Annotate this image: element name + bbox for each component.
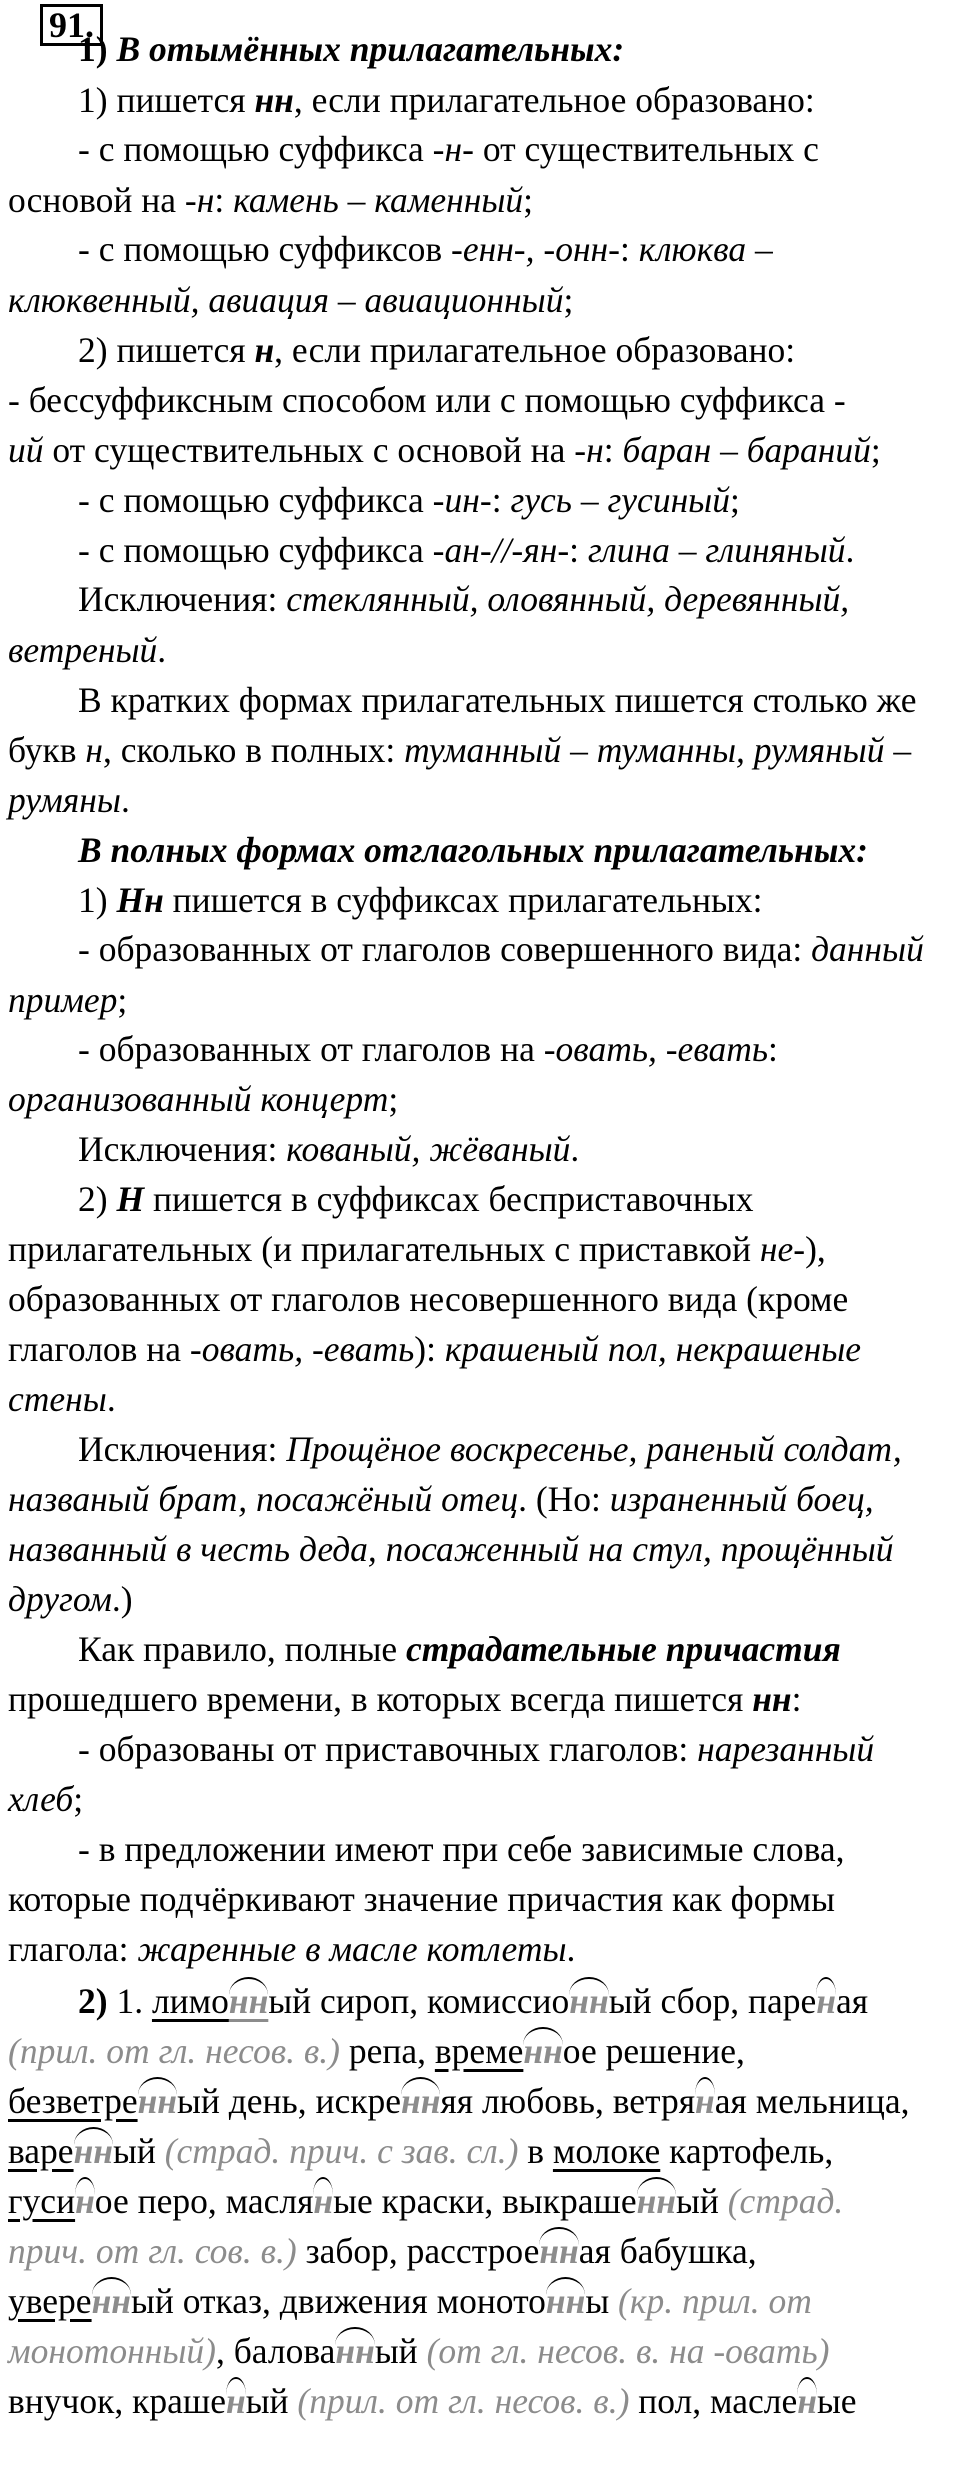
text-segment: н bbox=[816, 1976, 836, 2026]
text-segment: не- bbox=[759, 1229, 806, 1269]
text-line bbox=[8, 1324, 861, 1374]
text-segment: - образованы от приставочных глаголов: bbox=[78, 1729, 698, 1769]
text-segment: нн bbox=[546, 2276, 585, 2326]
text-segment: пишется в суффиксах бесприставочных bbox=[144, 1179, 754, 1219]
text-segment: ы bbox=[585, 2281, 619, 2321]
text-segment: крашеный пол, некрашеные bbox=[444, 1329, 862, 1369]
text-line bbox=[78, 1024, 778, 1074]
text-segment: нн bbox=[138, 2076, 177, 2126]
text-segment: ; bbox=[73, 1779, 84, 1819]
text-segment: В полных формах отглагольных прилагательных: bbox=[78, 830, 868, 870]
text-segment: данный bbox=[811, 929, 924, 969]
text-line bbox=[8, 2176, 843, 2226]
text-segment: : bbox=[603, 430, 623, 470]
text-segment: ый bbox=[374, 2331, 427, 2371]
text-segment: ; bbox=[117, 980, 128, 1020]
text-segment: нн bbox=[229, 1976, 268, 2026]
text-segment: образованных от глаголов несовершенного вида (кроме bbox=[8, 1279, 849, 1319]
text-segment: Н bbox=[116, 1179, 145, 1219]
text-line bbox=[8, 1074, 398, 1124]
text-line bbox=[78, 475, 740, 525]
text-segment: ая bbox=[835, 1981, 869, 2021]
text-segment: стеклянный, оловянный, деревянный, bbox=[286, 579, 850, 619]
text-segment: нн bbox=[92, 2276, 131, 2326]
text-line bbox=[8, 1924, 575, 1974]
text-segment: : bbox=[620, 229, 639, 269]
text-segment: ый сбор, паре bbox=[608, 1981, 817, 2021]
text-segment: репа, bbox=[339, 2031, 435, 2071]
text-segment: н bbox=[313, 2176, 333, 2226]
text-segment: кованый, жёваный bbox=[286, 1129, 571, 1169]
text-line bbox=[8, 1574, 133, 1624]
text-line bbox=[8, 2026, 745, 2076]
text-line bbox=[8, 2076, 909, 2126]
text-segment: - с помощью суффикса bbox=[78, 129, 433, 169]
text-line bbox=[8, 1474, 874, 1524]
text-segment: ое перо, масля bbox=[94, 2181, 314, 2221]
text-line bbox=[8, 425, 881, 475]
text-segment: в bbox=[518, 2131, 553, 2171]
text-segment: яя любовь, ветря bbox=[440, 2081, 696, 2121]
text-line bbox=[8, 1224, 826, 1274]
text-line bbox=[78, 1976, 868, 2026]
text-segment: нн bbox=[539, 2226, 578, 2276]
text-line bbox=[8, 1374, 116, 1424]
text-segment: -н bbox=[574, 430, 604, 470]
text-segment: ; bbox=[523, 180, 534, 220]
text-line bbox=[78, 1424, 902, 1474]
text-segment: , балова bbox=[216, 2331, 336, 2371]
text-segment: нн bbox=[569, 1976, 608, 2026]
text-segment: названный в честь деда, посаженный на стул, прощённый bbox=[8, 1529, 894, 1569]
text-segment: - с помощью суффикса bbox=[78, 530, 433, 570]
text-segment: . bbox=[157, 630, 167, 670]
text-segment: пишется в суффиксах прилагательных: bbox=[163, 880, 763, 920]
text-segment: : bbox=[491, 480, 511, 520]
text-segment: н bbox=[797, 2376, 817, 2426]
text-segment: пример bbox=[8, 980, 118, 1020]
text-segment: -ин- bbox=[432, 480, 492, 520]
text-segment: - образованных от глаголов совершенного вида: bbox=[78, 929, 812, 969]
text-line bbox=[8, 175, 533, 225]
text-segment: организованный концерт bbox=[8, 1079, 389, 1119]
text-segment: Исключения: bbox=[78, 579, 287, 619]
text-segment: внучок, краше bbox=[8, 2381, 226, 2421]
text-line bbox=[8, 725, 911, 775]
text-segment: хлеб bbox=[8, 1779, 74, 1819]
text-segment: глаголов на bbox=[8, 1329, 190, 1369]
text-segment: от существительных с bbox=[473, 129, 819, 169]
text-segment: (прил. от гл. несов. в.) bbox=[297, 2381, 630, 2421]
text-line bbox=[78, 1624, 841, 1674]
text-segment: лимо bbox=[151, 1981, 229, 2021]
text-segment: В кратких формах прилагательных пишется столько же bbox=[78, 680, 917, 720]
text-segment: прилагательных (и прилагательных с приставкой bbox=[8, 1229, 760, 1269]
text-segment: 2) пишется bbox=[78, 330, 255, 370]
text-segment: ый день, искре bbox=[177, 2081, 401, 2121]
text-segment: варе bbox=[8, 2131, 74, 2171]
text-segment: : bbox=[768, 1029, 778, 1069]
text-segment: ый сироп, комиссио bbox=[268, 1981, 570, 2021]
text-line bbox=[78, 224, 773, 274]
text-segment: (от гл. несов. в. на -овать) bbox=[426, 2331, 830, 2371]
text-segment: стены bbox=[8, 1379, 107, 1419]
text-segment: Исключения: bbox=[78, 1129, 287, 1169]
text-segment: н bbox=[226, 2376, 246, 2426]
text-line bbox=[78, 1124, 579, 1174]
text-line bbox=[78, 1724, 874, 1774]
text-segment: туманный – туманны, румяный – bbox=[404, 730, 912, 770]
text-segment: страдательные причастия bbox=[406, 1629, 841, 1669]
text-line bbox=[78, 675, 916, 725]
text-line bbox=[8, 375, 846, 425]
text-segment: ые bbox=[816, 2381, 857, 2421]
text-segment: румяны bbox=[8, 780, 121, 820]
text-segment: нарезанный bbox=[697, 1729, 875, 1769]
text-line bbox=[8, 625, 166, 675]
text-segment: жаренные в масле котлеты bbox=[137, 1929, 567, 1969]
text-segment: (прил. от гл. несов. в.) bbox=[8, 2031, 340, 2071]
text-segment: ый bbox=[676, 2181, 728, 2221]
text-segment: - с помощью суффикса bbox=[78, 480, 433, 520]
text-segment: 2) bbox=[78, 1981, 108, 2021]
text-segment: . bbox=[566, 1929, 576, 1969]
text-segment: ый bbox=[112, 2131, 165, 2171]
text-segment: безветре bbox=[8, 2081, 138, 2121]
text-segment: монотонный) bbox=[8, 2331, 216, 2371]
text-segment: : bbox=[791, 1679, 802, 1719]
text-segment: ): bbox=[414, 1329, 445, 1369]
text-segment: нн bbox=[335, 2326, 374, 2376]
text-line bbox=[78, 924, 924, 974]
text-segment: : bbox=[214, 180, 234, 220]
text-segment: -овать, -евать bbox=[189, 1329, 415, 1369]
text-segment: , сколько в полных: bbox=[102, 730, 405, 770]
text-line bbox=[8, 2276, 812, 2326]
text-line bbox=[78, 75, 815, 125]
text-segment: . bbox=[845, 530, 855, 570]
text-segment: (страд. bbox=[727, 2181, 844, 2221]
text-line bbox=[8, 1874, 835, 1924]
text-segment: другом bbox=[8, 1579, 112, 1619]
text-segment: (кр. прил. от bbox=[618, 2281, 812, 2321]
text-segment: букв bbox=[8, 730, 86, 770]
text-segment: ый bbox=[245, 2381, 298, 2421]
text-line bbox=[8, 275, 573, 325]
text-segment: (страд. прич. с зав. сл.) bbox=[164, 2131, 519, 2171]
text-line bbox=[8, 2126, 833, 2176]
text-segment: , если прилагательное образовано: bbox=[274, 330, 796, 370]
text-segment: нн bbox=[637, 2176, 676, 2226]
text-line bbox=[78, 875, 762, 925]
text-segment: - в предложении имеют при себе зависимые слова, bbox=[78, 1829, 845, 1869]
text-segment: - образованных от глаголов на bbox=[78, 1029, 544, 1069]
text-segment: от существительных с основой на bbox=[43, 430, 575, 470]
text-line bbox=[8, 2376, 857, 2426]
text-segment: ый отказ, движения моното bbox=[131, 2281, 546, 2321]
text-segment: ; bbox=[870, 430, 881, 470]
text-segment: камень – каменный bbox=[233, 180, 524, 220]
text-segment: глагола: bbox=[8, 1929, 138, 1969]
text-line bbox=[78, 24, 624, 74]
text-segment: -енн-, -онн- bbox=[451, 229, 620, 269]
text-segment: названый брат, посажёный отец bbox=[8, 1479, 519, 1519]
text-segment: 2) bbox=[78, 1179, 117, 1219]
text-segment: . bbox=[120, 780, 130, 820]
text-segment: време bbox=[434, 2031, 524, 2071]
text-segment: : bbox=[569, 530, 588, 570]
text-segment: ая бабушка, bbox=[578, 2231, 757, 2271]
text-segment: ий bbox=[8, 430, 44, 470]
text-segment: ), bbox=[805, 1229, 826, 1269]
text-segment: пол, масле bbox=[629, 2381, 798, 2421]
text-line bbox=[8, 975, 127, 1025]
text-segment: - с помощью суффиксов bbox=[78, 229, 451, 269]
text-segment: . bbox=[106, 1379, 116, 1419]
text-segment: нн bbox=[401, 2076, 440, 2126]
text-segment: нн bbox=[254, 80, 294, 120]
text-line bbox=[8, 1524, 894, 1574]
text-line bbox=[78, 1174, 753, 1224]
text-segment: -н bbox=[184, 180, 215, 220]
text-segment: -ан-//-ян- bbox=[432, 530, 570, 570]
text-segment: Исключения: bbox=[78, 1429, 287, 1469]
text-segment: клюква – bbox=[638, 229, 773, 269]
text-segment: основой на bbox=[8, 180, 185, 220]
text-segment: Нн bbox=[116, 880, 164, 920]
text-segment: Как правило, полные bbox=[78, 1629, 407, 1669]
text-segment: нн bbox=[523, 2026, 562, 2076]
text-segment: 1. bbox=[107, 1981, 152, 2021]
text-segment: ые краски, выкраше bbox=[333, 2181, 637, 2221]
text-segment: гуси bbox=[8, 2181, 76, 2221]
text-segment: картофель, bbox=[660, 2131, 834, 2171]
text-line bbox=[78, 525, 854, 575]
text-segment: ; bbox=[729, 480, 740, 520]
text-segment: увере bbox=[8, 2281, 92, 2321]
text-line bbox=[78, 825, 868, 875]
text-line bbox=[8, 1274, 848, 1324]
text-segment: глина – глиняный bbox=[587, 530, 846, 570]
text-segment: которые подчёркивают значение причастия как формы bbox=[8, 1879, 835, 1919]
text-segment: ; bbox=[563, 280, 574, 320]
text-line bbox=[8, 2326, 829, 2376]
text-segment: - бессуффиксным способом или с помощью суффикса - bbox=[8, 380, 846, 420]
text-segment: н bbox=[254, 330, 275, 370]
text-line bbox=[8, 1774, 83, 1824]
text-segment: Прощёное воскресенье, раненый солдат, bbox=[286, 1429, 902, 1469]
text-segment: ая мельница, bbox=[714, 2081, 910, 2121]
text-segment: 1) bbox=[78, 29, 117, 69]
text-line bbox=[78, 1824, 845, 1874]
text-segment: н bbox=[75, 2176, 95, 2226]
text-segment: 1) пишется bbox=[78, 80, 255, 120]
exercise-number: 91. bbox=[40, 4, 103, 46]
text-segment: израненный боец, bbox=[609, 1479, 874, 1519]
text-segment: ветреный bbox=[8, 630, 158, 670]
text-segment: гусь – гусиный bbox=[510, 480, 730, 520]
text-line bbox=[8, 2226, 757, 2276]
text-segment: прошедшего времени, в которых всегда пишется bbox=[8, 1679, 753, 1719]
text-line bbox=[8, 775, 130, 825]
text-segment: . bbox=[570, 1129, 580, 1169]
text-segment: н bbox=[695, 2076, 715, 2126]
text-segment: . (Но: bbox=[518, 1479, 610, 1519]
text-segment: нн bbox=[752, 1679, 792, 1719]
text-segment: -овать, -евать bbox=[543, 1029, 769, 1069]
text-segment: ; bbox=[388, 1079, 399, 1119]
text-line bbox=[8, 1674, 801, 1724]
text-segment: В отымённых прилагательных: bbox=[116, 29, 625, 69]
text-segment: забор, расстрое bbox=[296, 2231, 540, 2271]
text-segment: ое решение, bbox=[562, 2031, 745, 2071]
text-line bbox=[78, 574, 849, 624]
text-segment: баран – бараний bbox=[622, 430, 871, 470]
text-segment: нн bbox=[74, 2126, 113, 2176]
text-segment: .) bbox=[111, 1579, 133, 1619]
text-segment: 1) bbox=[78, 880, 117, 920]
text-line bbox=[78, 124, 819, 174]
text-segment: прич. от гл. сов. в.) bbox=[8, 2231, 297, 2271]
text-line bbox=[78, 325, 795, 375]
text-segment: , если прилагательное образовано: bbox=[293, 80, 815, 120]
text-segment: клюквенный, авиация – авиационный bbox=[8, 280, 564, 320]
text-segment: н bbox=[85, 730, 103, 770]
text-segment: -н- bbox=[432, 129, 474, 169]
text-segment: молоке bbox=[552, 2131, 661, 2171]
